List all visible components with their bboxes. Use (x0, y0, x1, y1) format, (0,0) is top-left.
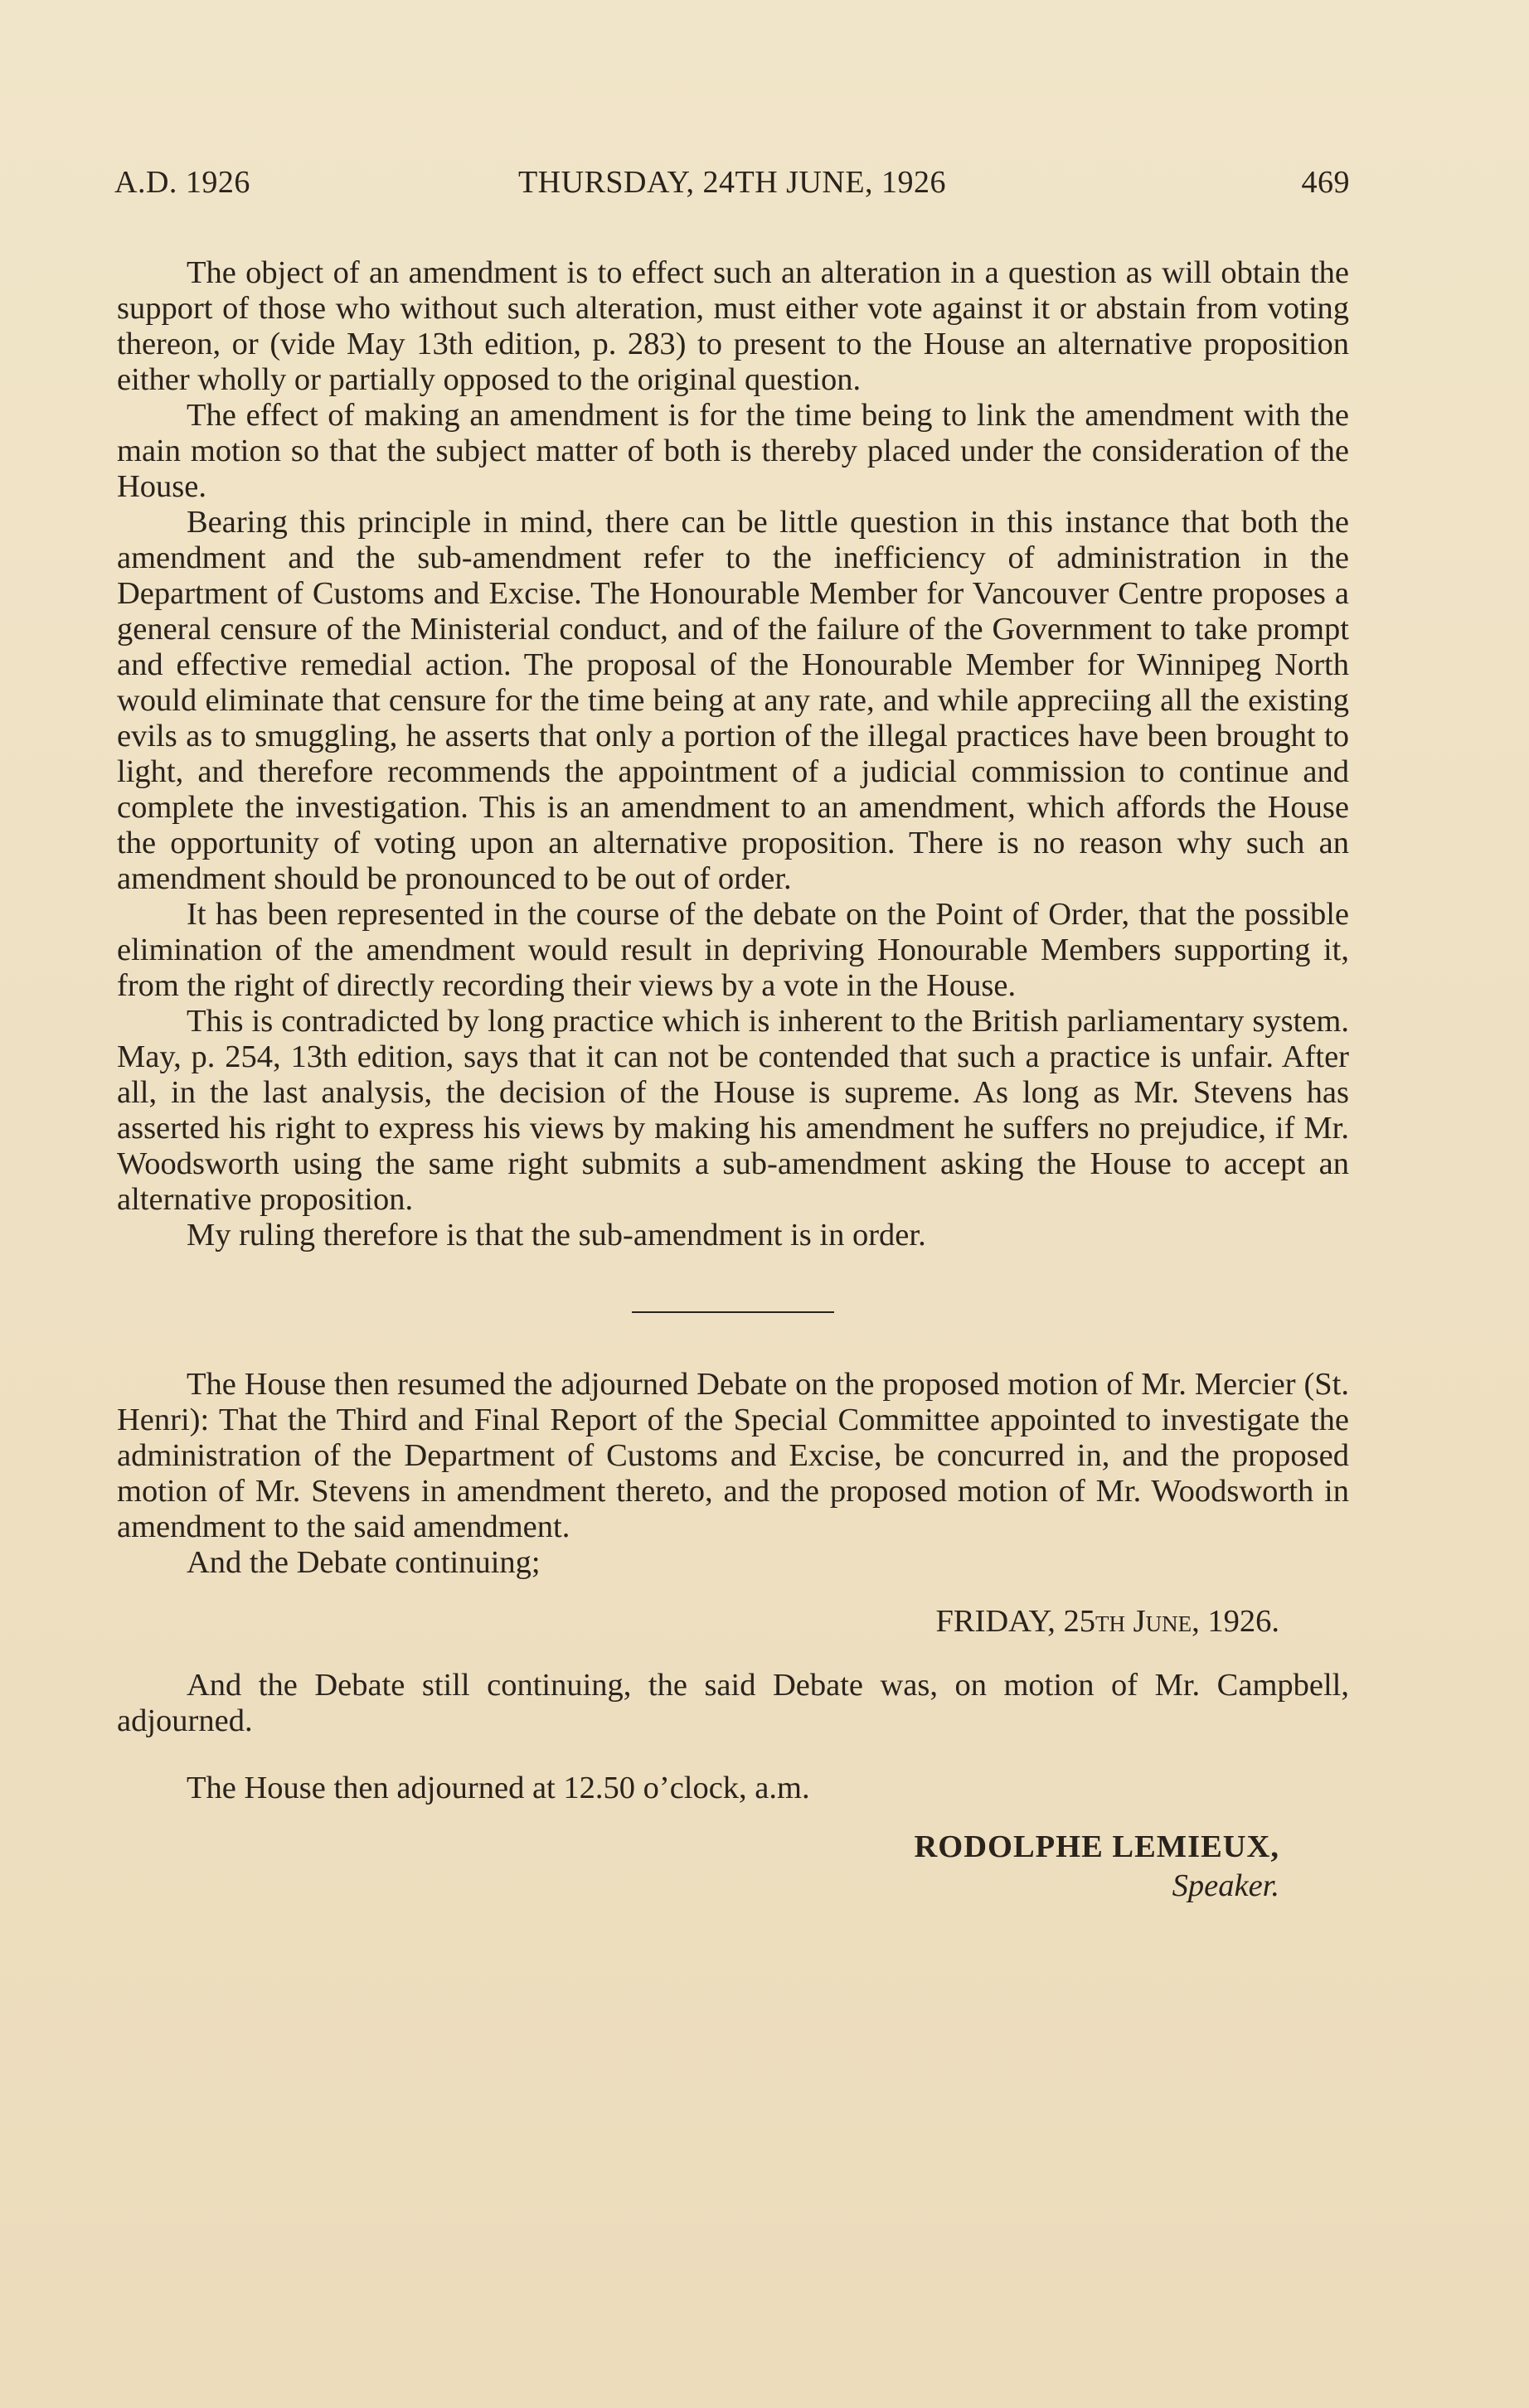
signature-name: RODOLPHE LEMIEUX, (914, 1829, 1279, 1864)
journal-body (117, 255, 1349, 1904)
ruling-paragraph: The object of an amendment is to effect such an alteration in a question as will obtain the support of those who without such alteration, must either vote against it or abstain from voting thereon, or (vide May 13th edition, p. 283) to present to the House an alternative proposition either wholly or partially opposed to the original question. (117, 255, 1349, 397)
page-number: 469 (1301, 165, 1350, 200)
spacer (117, 1739, 1349, 1771)
ruling-paragraph: It has been represented in the course of the debate on the Point of Order, that the possible elimination of the amendment would result in depriving Honourable Members supporting it, from the right of directly recording their views by a vote in the House. (117, 897, 1349, 1003)
ruling-paragraph: Bearing this principle in mind, there can be little question in this instance that both the amendment and the sub-amendment refer to the inefficiency of administration in the Department of Customs and Excise. The Honourable Member for Vancouver Centre proposes a general censure of the Ministerial conduct, and of the failure of the Government to take prompt and effective remedial action. The proposal of the Honourable Member for Winnipeg North would eliminate that censure for the time being at any rate, and while appreciing all the existing evils as to smuggling, he asserts that only a portion of the illegal practices have been brought to light, and therefore recommends the appointment of a judicial commission to continue and complete the investigation. This is an amendment to an amendment, which affords the House the opportunity of voting upon an alternative proposition. There is no reason why such an amendment should be pronounced to be out of order. (117, 505, 1349, 896)
header-date: THURSDAY, 24TH JUNE, 1926 (517, 165, 947, 200)
debate-adjourned-paragraph: And the Debate still continuing, the said Debate was, on motion of Mr. Campbell, adjourned. (117, 1668, 1349, 1738)
signature-title: Speaker. (1172, 1868, 1279, 1903)
ruling-paragraph: This is contradicted by long practice which is inherent to the British parliamentary system. May, p. 254, 13th edition, says that it can not be contended that such a practice is unfair. After all, in the last analysis, the decision of the House is supreme. As long as Mr. Stevens has asserted his right to express his views by making his amendment he suffers no prejudice, if Mr. Woodsworth using the same right submits a sub-amendment asking the House to accept an alternative proposition. (117, 1004, 1349, 1217)
running-header (114, 164, 1350, 206)
dateline: FRIDAY, 25th June, 1926. (935, 1604, 1279, 1639)
ruling-paragraph: The effect of making an amendment is for the time being to link the amendment with the main motion so that the subject matter of both is thereby placed under the consideration of the House. (117, 398, 1349, 504)
house-adjourned-paragraph: The House then adjourned at 12.50 o’clock, a.m. (187, 1771, 810, 1805)
debate-resumed-paragraph: The House then resumed the adjourned Debate on the proposed motion of Mr. Mercier (St. Henri): That the Third and Final Report of the Special Committee appointed to investigate the administration of the Department of Customs and Excise, be concurred in, and the proposed motion of Mr. Stevens in amendment thereto, and the proposed motion of Mr. Woodsworth in amendment to the said amendment. (117, 1367, 1349, 1544)
debate-proceedings (117, 1367, 1349, 1806)
header-year: A.D. 1926 (114, 165, 250, 200)
speaker-signature (117, 1829, 1349, 1904)
ruling-conclusion: My ruling therefore is that the sub-amendment is in order. (187, 1218, 926, 1252)
debate-continuing: And the Debate continuing; (187, 1545, 541, 1580)
section-divider (632, 1311, 834, 1313)
speaker-ruling (117, 255, 1349, 1253)
